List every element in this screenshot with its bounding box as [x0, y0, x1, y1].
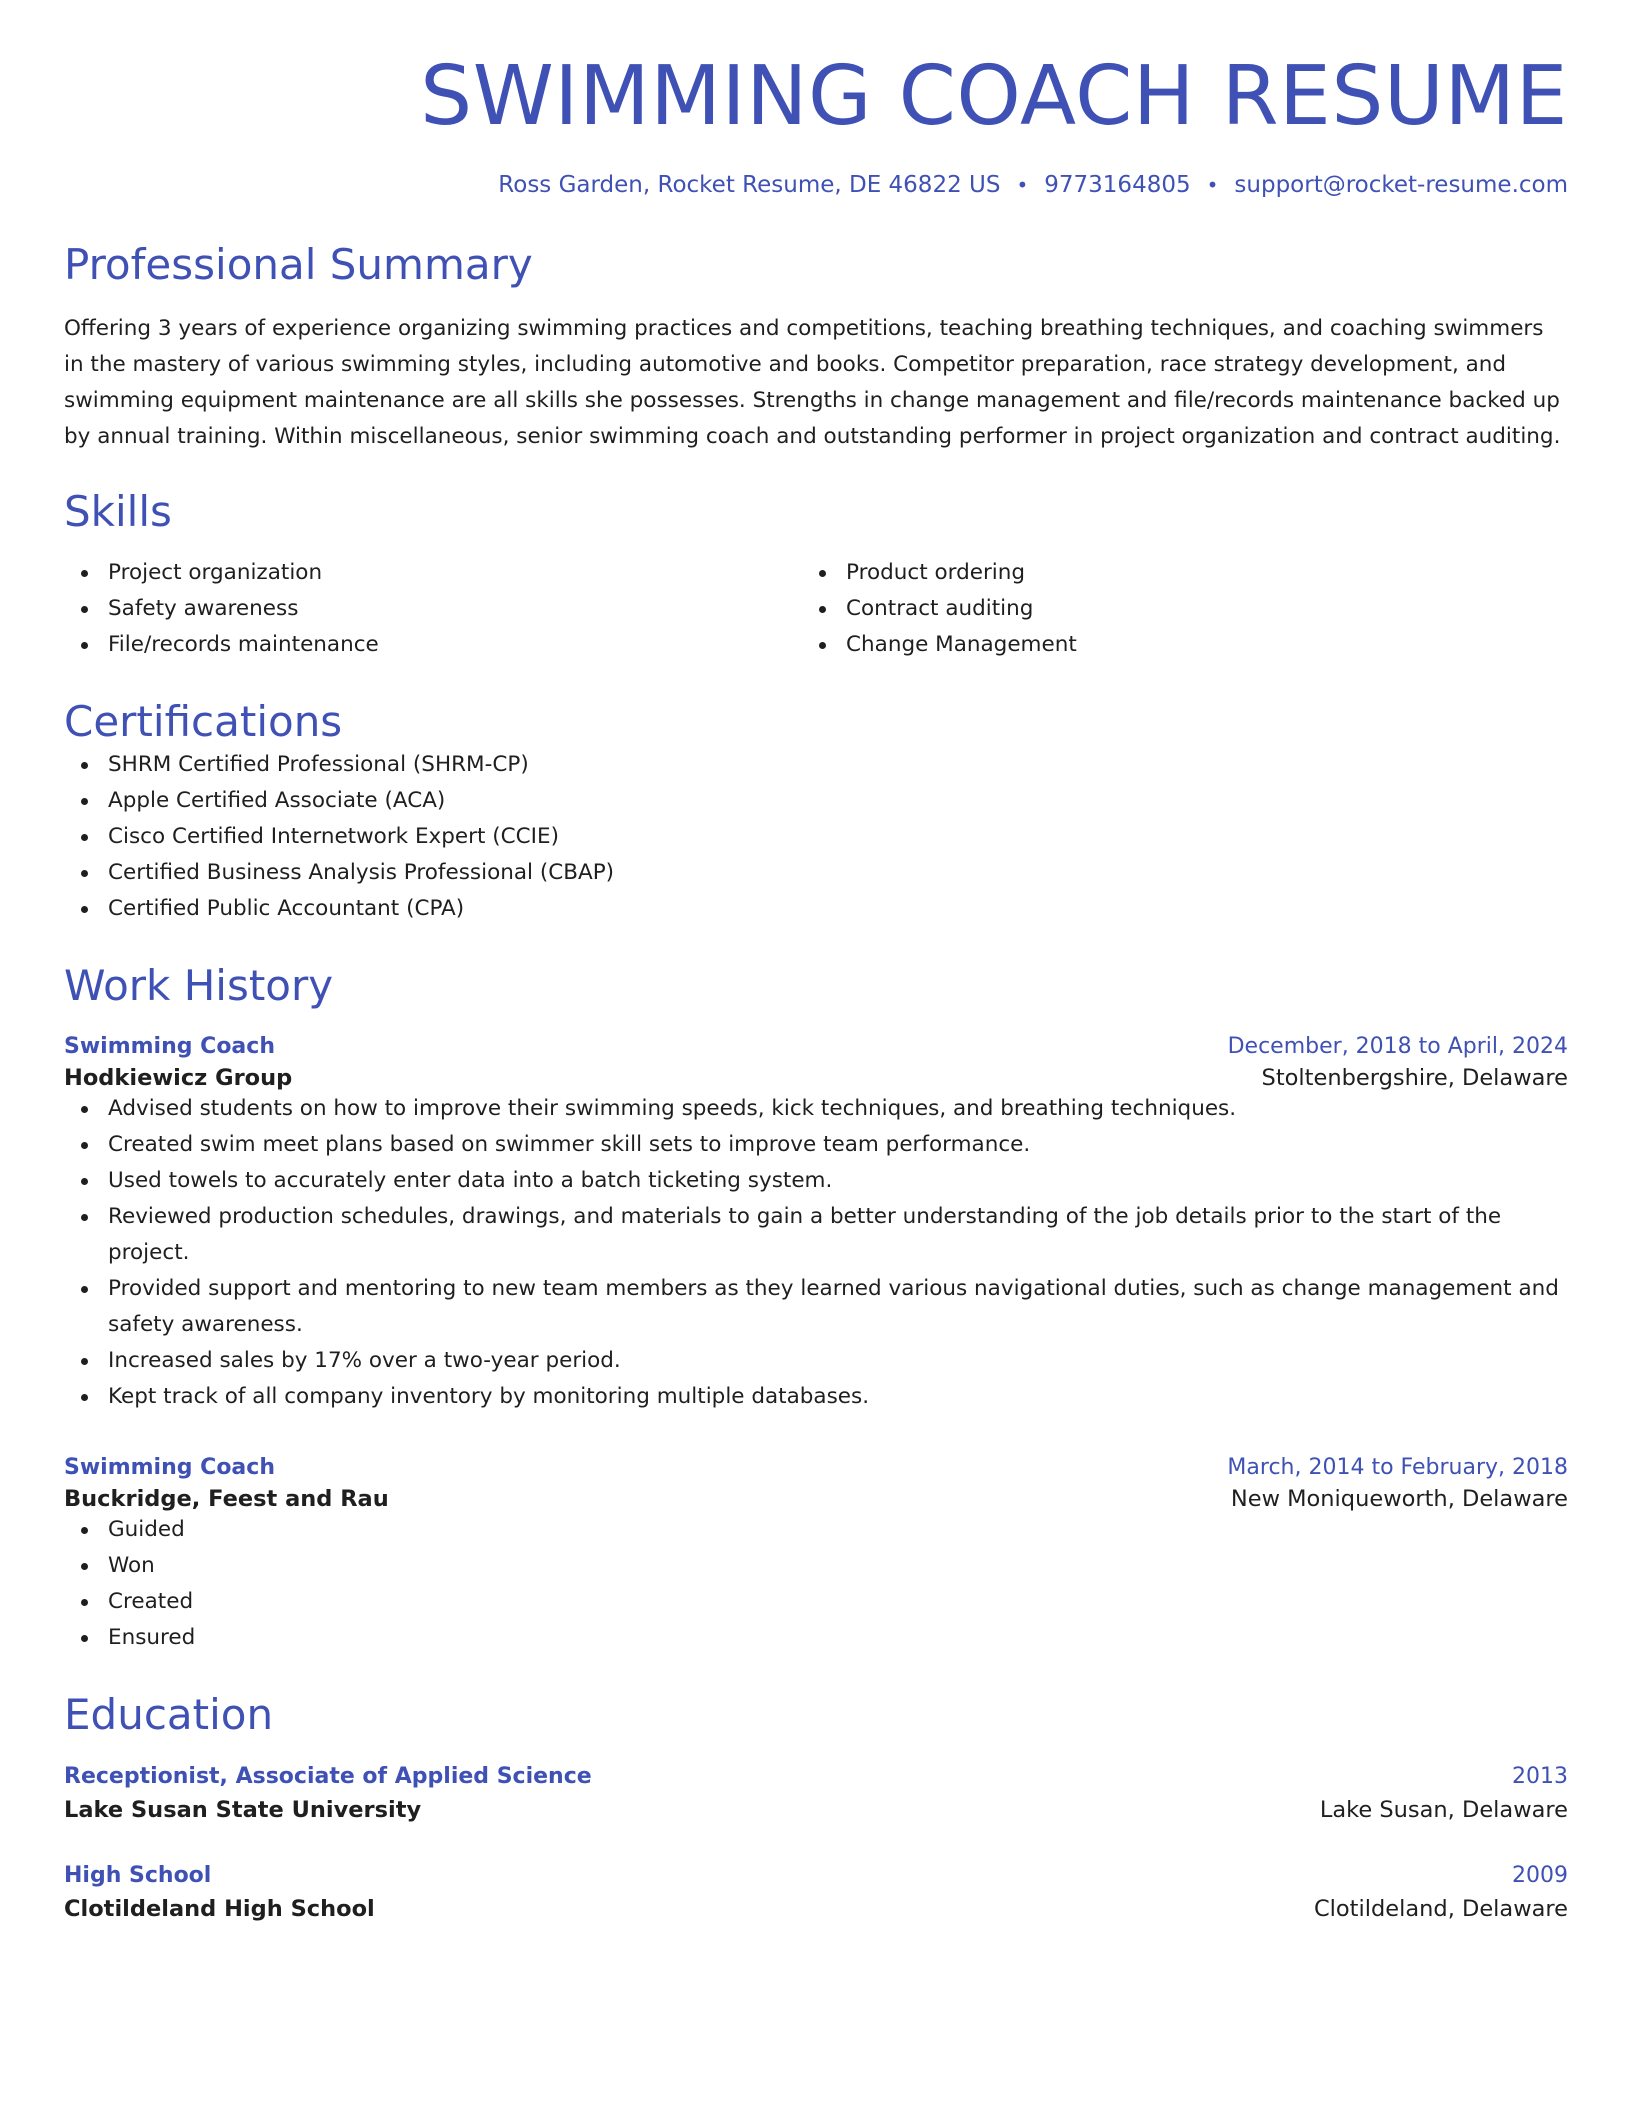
job-dates: December, 2018 to April, 2024 — [1227, 1033, 1568, 1059]
school-location: Clotildeland, Delaware — [1313, 1896, 1568, 1923]
school-row — [64, 1896, 1568, 1922]
list-item: SHRM Certified Professional (SHRM-CP) — [64, 747, 1568, 783]
certifications-list — [64, 747, 1568, 927]
job-location: Stoltenbergshire, Delaware — [1261, 1064, 1568, 1091]
list-item: Product ordering — [816, 555, 1568, 591]
list-item: Won — [64, 1548, 1568, 1584]
job-employer-row — [64, 1065, 1568, 1091]
contact-separator: • — [1016, 173, 1029, 198]
graduation-year: 2009 — [1512, 1863, 1568, 1889]
education-section — [64, 1690, 1568, 1922]
job-entry — [64, 1034, 1568, 1415]
list-item: Safety awareness — [64, 591, 816, 627]
contact-email: support@rocket-resume.com — [1234, 172, 1568, 199]
education-entry — [64, 1764, 1568, 1823]
degree-name: High School — [64, 1863, 212, 1889]
degree-row — [64, 1764, 1568, 1789]
summary-text: Offering 3 years of experience organizing swimming practices and competitions, teaching breathing techniques, and coaching swimmers in the mastery of various swimming styles, including automotive and books. Competitor preparation, race strategy development, and swimming equipment maintenance are all skills she possesses. Strengths in change management and file/records maintenance backed up by annual training. Within miscellaneous, senior swimming coach and outstanding performer in project organization and contract auditing. — [64, 315, 1561, 449]
list-item: Advised students on how to improve their swimming speeds, kick techniques, and breathing techniques. — [64, 1091, 1568, 1127]
skills-list-left — [64, 555, 816, 663]
school-name: Clotildeland High School — [64, 1896, 375, 1923]
contact-separator: • — [1206, 173, 1219, 198]
contact-phone: 9773164805 — [1044, 172, 1191, 199]
list-item: Certified Public Accountant (CPA) — [64, 891, 1568, 927]
list-item: Guided — [64, 1512, 1568, 1548]
section-heading: Certifications — [64, 696, 343, 746]
employer-name: Buckridge, Feest and Rau — [64, 1485, 389, 1512]
work-history-section — [64, 961, 1568, 1655]
list-item: Cisco Certified Internetwork Expert (CCIE) — [64, 819, 1568, 855]
certifications-section — [64, 697, 1568, 927]
job-duties-list — [64, 1091, 1568, 1415]
professional-summary-section — [64, 240, 1568, 454]
list-item: Increased sales by 17% over a two-year period. — [64, 1343, 1568, 1379]
list-item: Reviewed production schedules, drawings, and materials to gain a better understanding of the job details prior to the start of the project. — [64, 1199, 1568, 1271]
section-heading: Skills — [64, 486, 172, 536]
job-employer-row — [64, 1486, 1568, 1512]
job-location: New Moniqueworth, Delaware — [1230, 1485, 1568, 1512]
list-item: Provided support and mentoring to new team members as they learned various navigational duties, such as change management and safety awareness. — [64, 1271, 1568, 1343]
list-item: Certified Business Analysis Professional (CBAP) — [64, 855, 1568, 891]
list-item: Project organization — [64, 555, 816, 591]
section-heading: Education — [64, 1689, 274, 1739]
school-location: Lake Susan, Delaware — [1319, 1797, 1568, 1824]
job-title-row — [64, 1455, 1568, 1480]
job-title: Swimming Coach — [64, 1454, 275, 1480]
list-item: Contract auditing — [816, 591, 1568, 627]
skills-column-left — [64, 555, 816, 663]
list-item: Change Management — [816, 627, 1568, 663]
list-item: Used towels to accurately enter data into a batch ticketing system. — [64, 1163, 1568, 1199]
education-entry — [64, 1863, 1568, 1922]
job-dates: March, 2014 to February, 2018 — [1227, 1454, 1568, 1480]
skills-section — [64, 487, 1568, 663]
employer-name: Hodkiewicz Group — [64, 1064, 293, 1091]
job-title: Swimming Coach — [64, 1033, 275, 1059]
list-item: Ensured — [64, 1620, 1568, 1656]
skills-column-right — [816, 555, 1568, 663]
list-item: Created swim meet plans based on swimmer skill sets to improve team performance. — [64, 1127, 1568, 1163]
graduation-year: 2013 — [1512, 1764, 1568, 1790]
degree-row — [64, 1863, 1568, 1888]
skills-grid — [64, 555, 1568, 663]
list-item: File/records maintenance — [64, 627, 816, 663]
skills-list-right — [816, 555, 1568, 663]
resume-header — [64, 49, 1568, 199]
section-heading: Work History — [64, 961, 334, 1011]
degree-name: Receptionist, Associate of Applied Science — [64, 1764, 592, 1790]
section-heading: Professional Summary — [64, 240, 533, 290]
list-item: Created — [64, 1584, 1568, 1620]
job-duties-list — [64, 1512, 1568, 1656]
contact-address: Ross Garden, Rocket Resume, DE 46822 US — [498, 172, 1001, 199]
list-item: Apple Certified Associate (ACA) — [64, 783, 1568, 819]
contact-line — [64, 172, 1568, 198]
school-row — [64, 1797, 1568, 1823]
school-name: Lake Susan State University — [64, 1797, 422, 1824]
list-item: Kept track of all company inventory by monitoring multiple databases. — [64, 1379, 1568, 1415]
job-title-row — [64, 1034, 1568, 1059]
job-entry — [64, 1455, 1568, 1656]
page-title: SWIMMING COACH RESUME — [420, 49, 1568, 144]
